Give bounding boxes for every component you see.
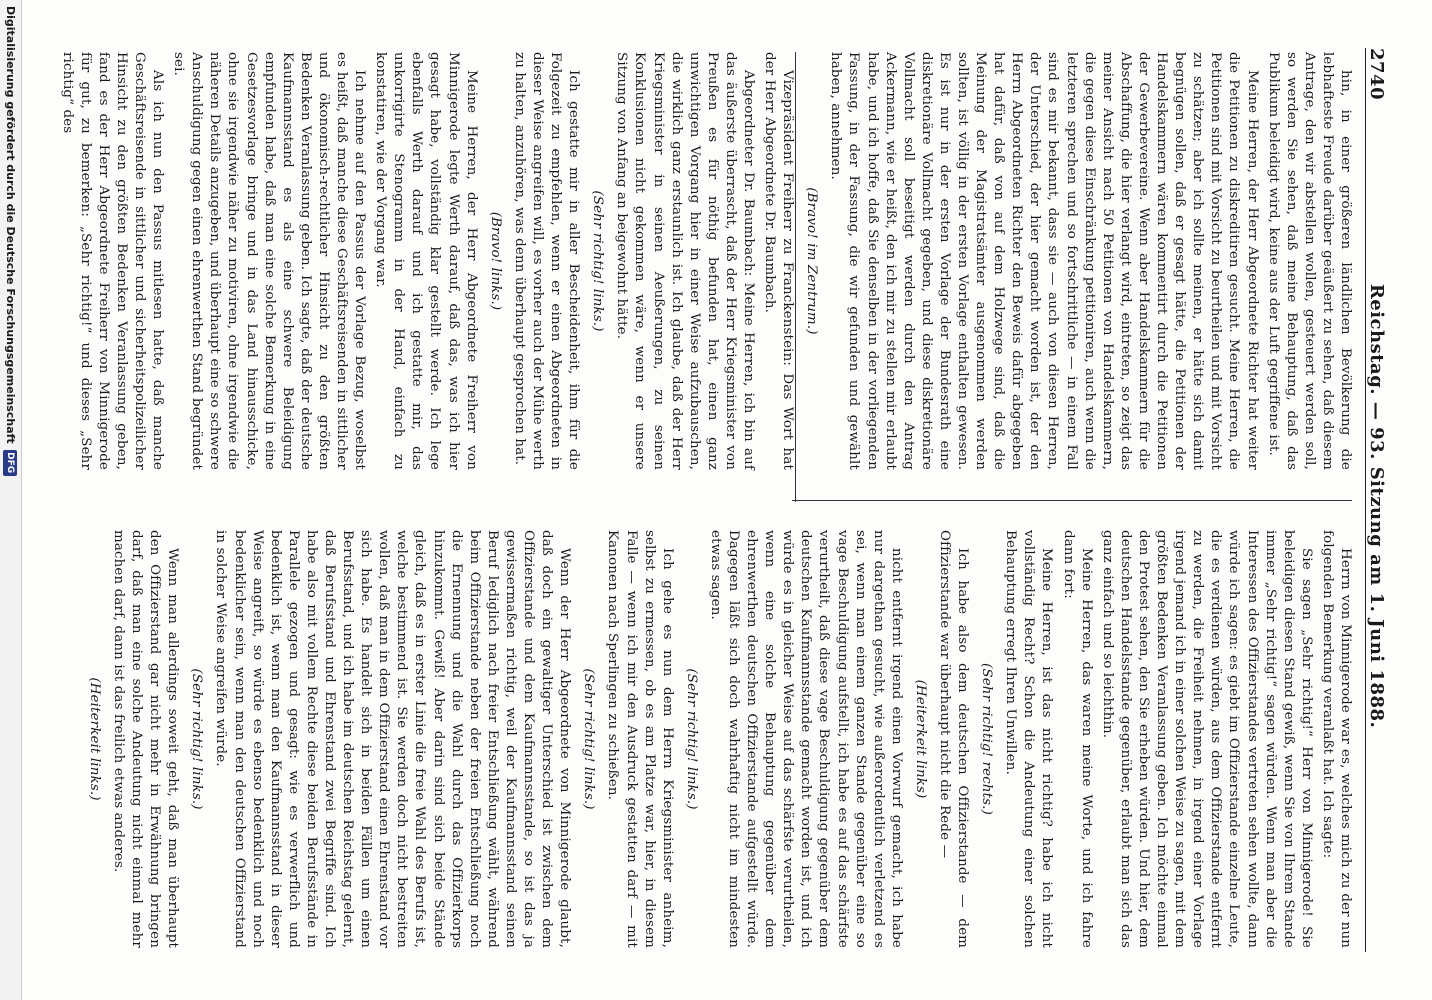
- footer-text: Digitalisierung gefördert durch die Deutsche Forschungsgemeinschaft: [4, 6, 17, 444]
- paragraph: (Bravo! im Zentrum.): [804, 187, 820, 335]
- paragraph: hin, in einer größeren ländlichen Bevölkerung die lebhafteste Freude darüber geäußert zu sehen, daß diesem Antrage, den wir abstellen wollen, gesteuert werden soll, so werden Sie sehen, daß meine Behauptung, daß das Publikum beleidigt wird, keine aus der Luft gegriffene ist.: [1265, 52, 1353, 470]
- paragraph: Wenn der Herr Abgeordnete von Minnigerode glaubt, daß doch ein gewaltiger Unterschied ist zwischen dem Offizierstande und dem Kaufmannsstande, so ist das ja gewissermaßen richtig, weil der Kaufmannsstand seinen Beruf lediglich nach freier Entschließung wählt, während beim Offizierstande neben der freien Entschließung noch die Ernennung und die Wahl durch das Offizierkorps hinzukommt. Gewiß! Aber darin sind sich beide Stände gleich, daß es in erster Linie die freie Wahl des Berufs ist, welche bestimmend ist. Sie werden doch nicht bestreiten wollen, daß man in dem Offizierstand einen Ehrenstand vor sich habe. Es handelt sich in beiden Fällen um einen Berufsstand, und ich habe im deutschen Reichstag gelernt, daß Berufsstand und Ehrenstand zwei Begriffe sind. Ich habe also mit vollem Rechte diese beiden Berufsstände in Parallele gezogen und gesagt: wie es verwerflich und bedenklich ist, wenn man den Kaufmannsstand in dieser Weise angreift, so würde es ebenso bedenklich und noch bedenklicher sein, wenn man den deutschen Offizierstand in solcher Weise angreifen würde.: [213, 530, 573, 948]
- page-number: 2740: [1366, 48, 1387, 101]
- paragraph: Ich nehme auf den Passus der Vorlage Bezug, woselbst es heißt, daß manche diese Geschäftsreisenden in sittlicher und ökonomisch-rechtlicher Hinsicht zu den größten Bedenken Veranlassung geben. Ich sagte, daß der deutsche Kaufmannsstand es als eine schwere Beleidigung empfunden habe, daß man eine solche Bemerkung in eine Gesetzesvorlage bringe und in das Land hinausschicke, ohne sie irgendwie näher zu motiviren, ohne irgendwie die näheren Details anzugeben, und überhaupt eine so schwere Anschuldigung gegen einen ehrenwerthen Stand begründet sei.: [171, 52, 368, 470]
- paragraph: nicht entfernt irgend einen Vorwurf gemacht, ich habe nur dargethan gesucht, wie außerordentlich verletzend es sei, wenn man einem ganzen Stande gegenüber eine so vage Beschuldigung aufstellt, ich habe es auf das schärfste verurtheilt, daß diese vage Beschuldigung gegenüber dem deutschen Kaufmannsstande gemacht worden ist, und ich würde es in gleicher Weise auf das schärfste verurtheilen, wenn eine solche Behauptung gegenüber dem ehrenwerthen deutschen Offizierstande aufgestellt würde. Dagegen läßt sich doch wahrhaftig nicht im mindesten etwas sagen.: [707, 530, 904, 948]
- paragraph: (Sehr richtig! rechts.): [979, 663, 995, 815]
- paragraph: Meine Herren, der Herr Abgeordnete Freiherr von Minnigerode legte Werth darauf, daß das, was ich hier gesagt habe, vollständig klar gestellt werde. Ich lege ebenfalls Werth darauf und ich gestatte mir, das unkorrigirte Stenogramm in der Hand, einfach zu konstatiren, wie der Vorgang war.: [373, 52, 479, 470]
- paragraph: Meine Herren, das waren meine Worte, und ich fahre dann fort:: [1060, 530, 1094, 948]
- funding-footer: [0, 0, 22, 1000]
- paragraph: (Heiterkeit links): [912, 679, 928, 799]
- paragraph: Ich gehe es nun dem Herrn Kriegsminister anheim, selbst zu ermessen, ob es am Platze war, hier, in diesem Falle — wenn ich mir den Ausdruck gestatten darf — mit Kanonen nach Sperlingen zu schießen.: [605, 530, 675, 948]
- paragraph: Als ich nun den Passus mitlesen hatte, daß manche Geschäftsreisende in sittlicher und sicherheitspolizeilicher Hinsicht zu den größten Bedenken Veranlassung geben, fand es der Herr Abgeordnete Freiherr von Minnigerode für gut, zu bemerken: „Sehr richtig!“ und dieses „Sehr richtig“ des: [59, 52, 166, 470]
- column-divider: [792, 500, 1352, 501]
- left-column: [55, 52, 1354, 470]
- paragraph: (Sehr richtig! links.): [683, 668, 699, 810]
- paragraph: Wenn man allerdings soweit geht, daß man überhaupt den Offizierstand gar nicht mehr in Erwähnung bringen darf, daß man eine solche Andeutung nicht einmal mehr machen darf, dann ist das freilich etwas anderes.: [111, 530, 181, 948]
- paragraph: Meine Herren, ist das nicht richtig? habe ich nicht vollständig Recht? Schon die Andeutung einer solchen Behauptung erregt Ihren Unwillen.: [1003, 530, 1055, 948]
- paragraph: (Heiterkeit links.): [86, 677, 102, 801]
- paragraph: Sie sagen „Sehr richtig!“ Herr von Minnigerode! Sie beleidigen diesen Stand gewiß, wenn Sie von Ihrem Stande immer „Sehr richtig!“ sagen würden. Wenn man aber die Interessen des Offizierstandes vertreten sehen wollte, dann würde ich sagen: es giebt im Offizierstande einzelne Leute, die es verdienen würden, aus dem Offizierstande entfernt zu werden, die Freiheit nehmen, in irgend einer Vorlage irgend jemand ich in einer solchen Weise zu sagen, mit dem größten Bedenken Veranlassung geben. Ich möchte einmal den Protest sehen, den Sie erheben würden. Und hier, dem deutschen Handelsstande gegenüber, erlaubt man sich das ganz einfach und so leichthin.: [1099, 530, 1314, 948]
- paragraph: (Sehr richtig! links.): [590, 190, 606, 332]
- paragraph: (Bravo! links.): [487, 211, 503, 311]
- section-rule: [795, 52, 796, 502]
- paragraph: Meine Herren, der Herr Abgeordnete Richter hat weiter die Petitionen zu diskreditiren gesucht. Meine Herren, die Petitionen sind mit Vorsicht zu beurtheilen und mit Vorsicht zu schätzen; aber ich sollte meinen, er hätte sich damit begnügen sollen, daß er gesagt hätte, die Petitionen der Handelskammern wären kommentirt durch die Petitionen der Gewerbevereine. Wenn aber Handelskammern für die Abschaffung, die hier verlangt wird, eintreten, so zeigt das meiner Ansicht nach 50 Petitionen von Handelskammern, die gegen diese Einschränkung petitioniren, auch wenn die letzteren sprechen und so fortschrittliche — in einem Fall sind es mir bekannt, dass sie — auch von diesen Herren, der Unterschied, der hier gemacht worden ist, der den Herrn Abgeordneten Richter den Beweis dafür abgegeben hat dafür, daß von auf dem Holzwege sind, daß die Meinung der Magistratsämter ausgenommen werden sollten, ist völlig in der ersten Vorlage enthalten gewesen. Es ist nur in der ersten Vorlage der Bundesrath eine diskretionäre Vollmacht gegeben, und diese diskretionäre Vollmacht soll beseitigt werden durch den Antrag Ackermann, wie er heißt, den ich mir zu stellen mir erlaubt habe, und ich hoffe, daß Sie denselben in der vorliegenden Fassung, in der Fassung, die wir gefunden und gewählt haben, annehmen.: [828, 52, 1260, 470]
- paragraph: Ich gestatte mir in aller Bescheidenheit, ihm für die Folgezeit zu empfehlen, wenn er einen Abgeordneten in dieser Weise angreifen will, es vorher auch der Mühe werth zu halten, anzuhören, was denn überhaupt gesprochen hat.: [511, 52, 582, 470]
- right-column: [79, 530, 1354, 948]
- dfg-logo: DFG: [4, 450, 18, 476]
- page-title: Reichstag. — 93. Sitzung am 1. Juni 1888.: [1366, 283, 1387, 729]
- paragraph: (Sehr richtig! links.): [581, 668, 597, 810]
- paragraph: Herrn von Minnigerode war es, welches mich zu der nun folgenden Bemerkung veranlaßt hat. Ich sagte:: [1319, 530, 1353, 948]
- paragraph: Abgeordneter Dr. Baumbach: Meine Herren, ich bin auf das äußerste überrascht, daß der Herr Kriegsminister von Preußen es für nöthig befunden hat, einen ganz unwichtigen Vorgang hier in einer Weise aufzubauschen, die wirklich ganz erstaunlich ist. Ich glaube, daß der Herr Kriegsminister in seinen Aeußerungen, zu seinen Konklusionen nicht gekommen wäre, wenn er unsere Sitzung von Anfang an beigewohnt hätte.: [614, 52, 756, 470]
- paragraph: Vizepräsident Freiherr zu Franckenstein: Das Wort hat der Herr Abgeordnete Dr. Baumbach.: [762, 52, 796, 470]
- page-header: [1365, 48, 1400, 952]
- paragraph: Ich habe also dem deutschen Offizierstande — dem Offizierstande war überhaupt nicht die Rede —: [937, 530, 971, 948]
- paragraph: (Sehr richtig! links.): [189, 668, 205, 810]
